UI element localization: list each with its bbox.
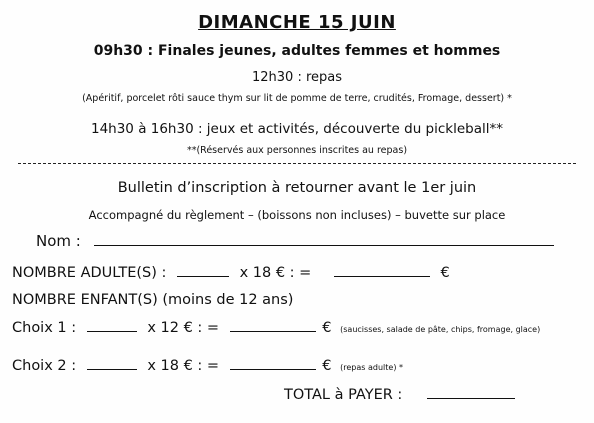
finales-line: 09h30 : Finales jeunes, adultes femmes et hommes [93,43,501,59]
choix2-note: (repas adulte) * [340,363,403,372]
choix2-amount-field[interactable] [230,368,316,370]
total-label: TOTAL à PAYER : [284,387,403,403]
choix2-euro: € [322,358,332,374]
choix2-count-field[interactable] [87,368,137,370]
nom-field[interactable] [94,244,554,246]
choix1-label: Choix 1 : [12,320,77,336]
adultes-price: x 18 € : = [239,265,312,281]
enfants-label: NOMBRE ENFANT(S) (moins de 12 ans) [12,292,294,308]
repas-line: 12h30 : repas [251,70,343,85]
choix1-amount-field[interactable] [230,330,316,332]
adultes-row [12,265,450,281]
adultes-euro: € [440,265,450,281]
choix2-label: Choix 2 : [12,358,77,374]
event-title: DIMANCHE 15 JUIN [198,12,396,33]
bulletin-title: Bulletin d’inscription à retourner avant le 1er juin [117,180,477,196]
choix1-count-field[interactable] [87,330,137,332]
menu-line: (Apéritif, porcelet rôti sauce thym sur lit de pomme de terre, crudités, Fromage, dessert) * [82,93,512,104]
dashed-separator [18,163,576,164]
accompagne-line: Accompagné du règlement – (boissons non incluses) – buvette sur place [88,208,506,222]
nom-label: Nom : [36,232,81,250]
choix1-note: (saucisses, salade de pâte, chips, fromage, glace) [340,325,541,334]
enfants-row [12,292,293,308]
choix2-row [12,358,403,374]
total-field[interactable] [427,397,515,399]
choix1-price: x 12 € : = [147,320,220,336]
choix1-row [12,320,540,336]
choix2-price: x 18 € : = [147,358,220,374]
nom-row [36,232,554,250]
adultes-count-field[interactable] [177,275,229,277]
jeux-line: 14h30 à 16h30 : jeux et activités, découverte du pickleball** [90,121,503,137]
reserve-note: **(Réservés aux personnes inscrites au repas) [186,145,408,156]
total-row [284,387,515,403]
adultes-label: NOMBRE ADULTE(S) : [12,265,167,281]
adultes-amount-field[interactable] [334,275,430,277]
choix1-euro: € [322,320,332,336]
